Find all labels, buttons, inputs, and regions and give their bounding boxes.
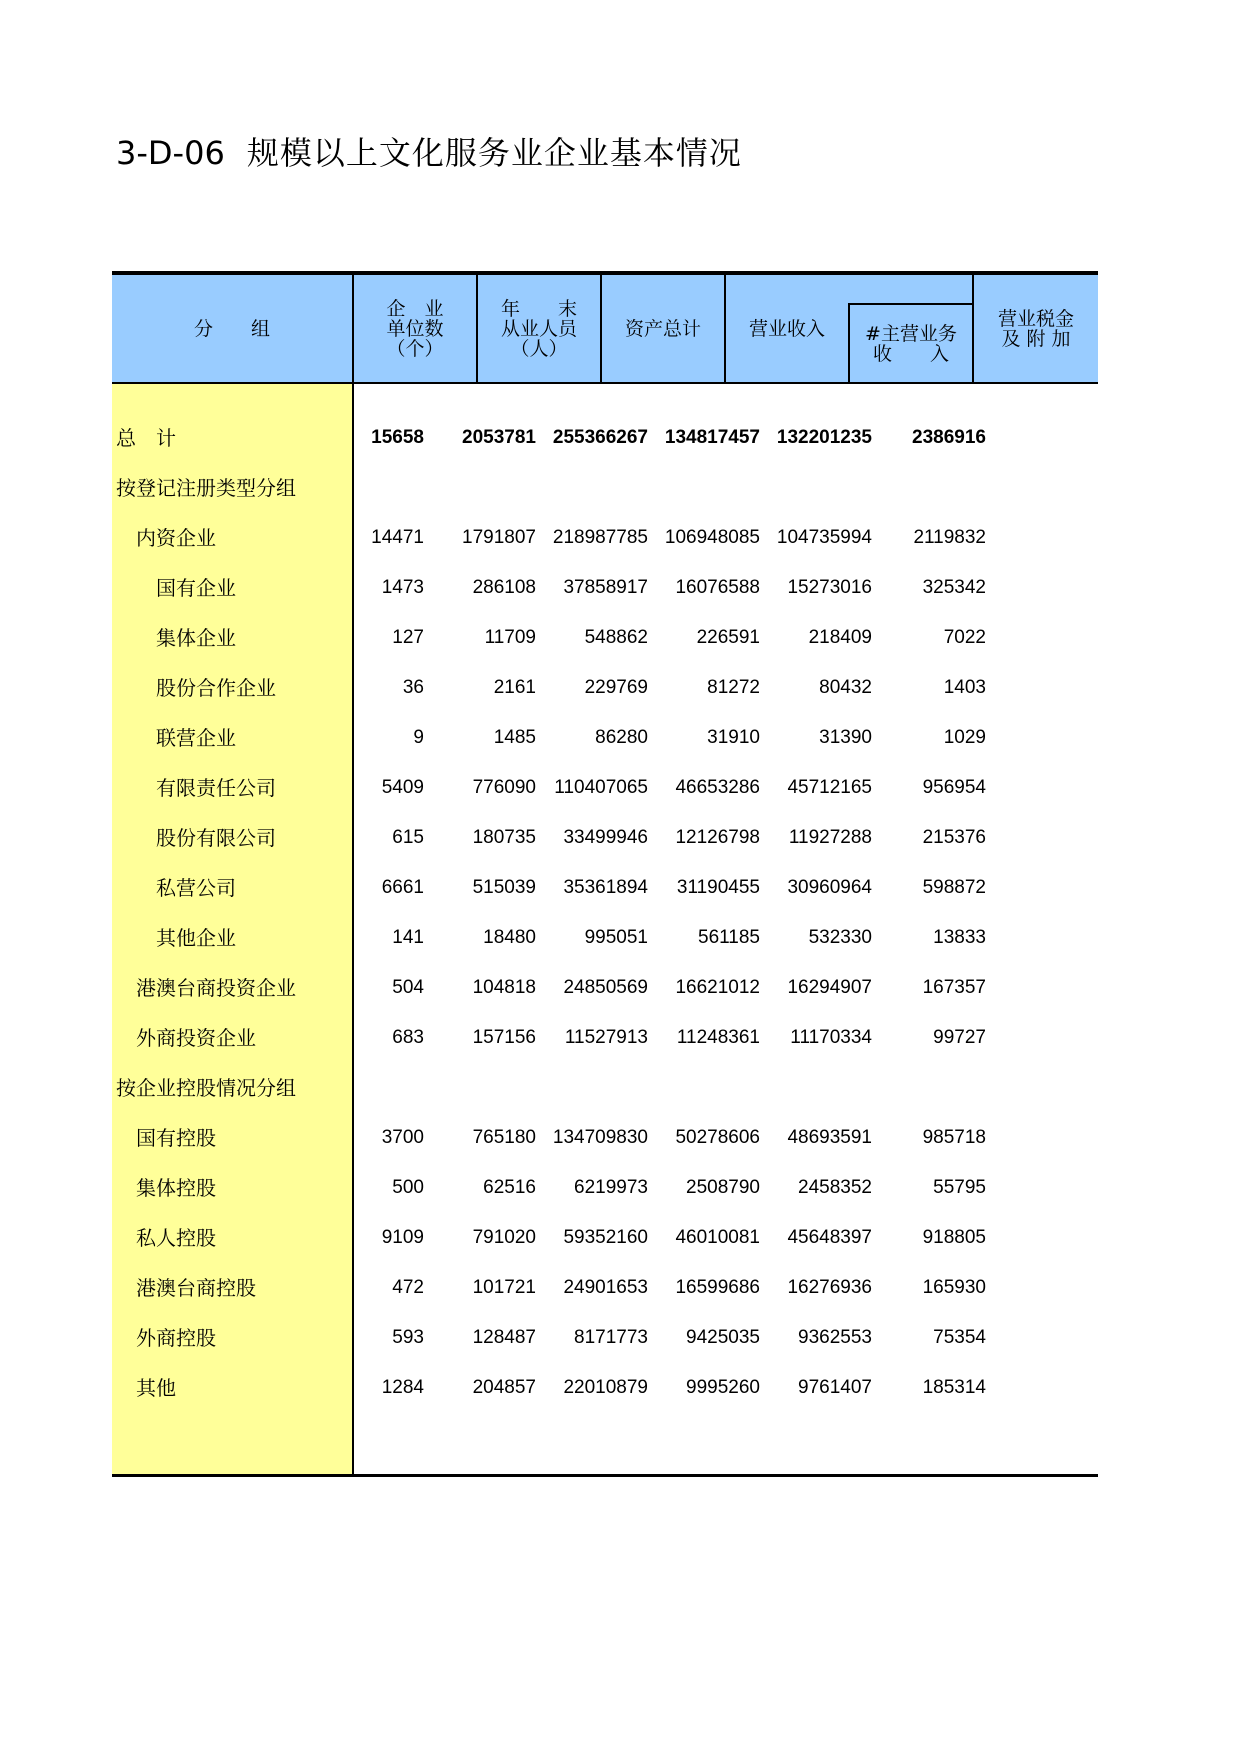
row-label: 按企业控股情况分组 [116,1076,296,1100]
table-cell: 9109 [381,1227,424,1248]
header-business-tax: 营业税金 及 附 加 [997,307,1074,350]
statistics-table [112,271,1098,1478]
table-cell: 1473 [381,577,424,598]
table-cell: 6219973 [574,1177,648,1198]
table-cell: 62516 [483,1177,536,1198]
table-cell: 46010081 [675,1227,760,1248]
table-cell [866,1068,986,1108]
table-cell: 45712165 [787,777,872,798]
header-bottom-rule [112,382,1098,384]
table-cell: 229769 [584,677,648,698]
table-cell: 80432 [819,677,872,698]
row-label: 联营企业 [156,726,236,750]
table-cell: 9761407 [798,1377,872,1398]
table-cell: 132201235 [776,427,872,448]
table-cell: 683 [392,1027,424,1048]
table-cell: 1284 [381,1377,424,1398]
table-cell: 11527913 [564,1027,648,1048]
table-row [112,1118,1098,1158]
table-row [112,668,1098,708]
table-cell: 165930 [922,1277,986,1298]
table-cell: 5409 [381,777,424,798]
table-cell [304,468,424,508]
table-cell: 7022 [943,627,986,648]
table-cell [304,1068,424,1108]
table-cell: 31910 [707,727,760,748]
table-cell: 180735 [472,827,536,848]
table-row [112,418,1098,458]
table-cell: 75354 [933,1327,986,1348]
table-cell: 15658 [371,427,424,448]
table-row [112,518,1098,558]
table-cell: 598872 [922,877,986,898]
table-cell: 13833 [933,927,986,948]
table-cell: 16621012 [675,977,760,998]
row-label: 其他企业 [156,926,236,950]
table-cell: 615 [392,827,424,848]
table-cell: 16294907 [787,977,872,998]
table-cell [752,468,872,508]
table-cell: 157156 [472,1027,536,1048]
table-cell: 1403 [943,677,986,698]
table-cell: 11170334 [790,1027,872,1048]
table-cell: 226591 [696,627,760,648]
row-label: 集体企业 [156,626,236,650]
table-cell: 185314 [922,1377,986,1398]
table-row [112,768,1098,808]
table-cell: 134817457 [664,427,760,448]
row-label: 国有控股 [136,1126,216,1150]
table-cell: 3700 [381,1127,424,1148]
table-cell: 81272 [707,677,760,698]
table-cell: 15273016 [787,577,872,598]
table-cell: 504 [392,977,424,998]
table-cell: 30960964 [787,877,872,898]
table-cell: 956954 [922,777,986,798]
table-title: 规模以上文化服务业企业基本情况 [246,134,742,172]
table-row [112,468,1098,508]
table-bottom-rule [112,1474,1098,1477]
table-cell: 548862 [584,627,648,648]
table-cell: 561185 [698,927,760,948]
table-cell: 532330 [808,927,872,948]
table-cell: 141 [392,927,424,948]
table-row [112,718,1098,758]
table-cell: 31190455 [676,877,760,898]
table-cell: 86280 [595,727,648,748]
table-cell: 31390 [819,727,872,748]
table-row [112,1068,1098,1108]
table-row [112,1268,1098,1308]
table-cell: 9995260 [686,1377,760,1398]
table-cell: 12126798 [675,827,760,848]
header-main-business-revenue: #主营业务 收 入 [865,322,957,365]
table-cell: 99727 [933,1027,986,1048]
table-row [112,568,1098,608]
table-row [112,868,1098,908]
table-cell: 128487 [472,1327,536,1348]
header-enterprise-count: 企 业 单位数 （个） [386,297,444,360]
table-cell: 2508790 [686,1177,760,1198]
table-cell: 134709830 [552,1127,648,1148]
table-cell: 45648397 [787,1227,872,1248]
table-cell: 46653286 [675,777,760,798]
table-cell: 55795 [933,1177,986,1198]
table-cell: 215376 [922,827,986,848]
table-row [112,1168,1098,1208]
row-label: 内资企业 [136,526,216,550]
table-cell [528,1068,648,1108]
table-cell: 9425035 [686,1327,760,1348]
page-title [116,128,742,174]
table-cell: 16076588 [675,577,760,598]
table-cell: 14471 [371,527,424,548]
table-cell: 776090 [472,777,536,798]
table-cell [528,468,648,508]
table-cell: 37858917 [563,577,648,598]
table-cell: 24850569 [563,977,648,998]
table-cell: 101721 [472,1277,536,1298]
table-cell: 515039 [472,877,536,898]
table-cell: 16599686 [675,1277,760,1298]
table-cell: 218987785 [552,527,648,548]
table-cell: 286108 [472,577,536,598]
table-row [112,1018,1098,1058]
header-operating-revenue: 营业收入 [748,317,825,340]
table-cell: 204857 [472,1377,536,1398]
table-cell: 918805 [922,1227,986,1248]
table-cell: 110407065 [554,777,648,798]
table-cell [640,468,760,508]
row-label: 国有企业 [156,576,236,600]
row-label: 股份有限公司 [156,826,276,850]
table-cell: 33499946 [563,827,648,848]
table-row [112,1368,1098,1408]
table-cell: 167357 [922,977,986,998]
row-label: 按登记注册类型分组 [116,476,296,500]
table-row [112,968,1098,1008]
table-cell: 791020 [472,1227,536,1248]
table-cell: 2053781 [462,427,536,448]
table-cell: 36 [402,677,424,698]
table-code: 3-D-06 [116,134,225,172]
row-label: 有限责任公司 [156,776,276,800]
table-cell: 1485 [493,727,536,748]
table-cell [640,1068,760,1108]
table-cell: 2458352 [798,1177,872,1198]
table-cell: 8171773 [574,1327,648,1348]
table-cell [866,468,986,508]
table-cell: 6661 [381,877,424,898]
table-cell: 995051 [584,927,648,948]
table-cell [752,1068,872,1108]
table-cell: 104818 [472,977,536,998]
table-cell: 255366267 [552,427,648,448]
table-row [112,1318,1098,1358]
table-cell: 1029 [943,727,986,748]
table-cell: 16276936 [787,1277,872,1298]
table-cell: 50278606 [675,1127,760,1148]
header-employees: 年 末 从业人员 （人） [500,297,577,360]
table-cell: 24901653 [563,1277,648,1298]
table-cell: 500 [392,1177,424,1198]
header-total-assets: 资产总计 [624,317,701,340]
table-row [112,918,1098,958]
row-label: 其他 [136,1376,176,1400]
table-cell: 11248361 [676,1027,760,1048]
table-cell: 218409 [808,627,872,648]
table-row [112,818,1098,858]
table-cell: 593 [392,1327,424,1348]
table-cell: 18480 [483,927,536,948]
row-label: 港澳台商投资企业 [136,976,296,1000]
row-label: 私人控股 [136,1226,216,1250]
row-label: 股份合作企业 [156,676,276,700]
row-label: 港澳台商控股 [136,1276,256,1300]
table-cell [416,468,536,508]
table-cell: 127 [392,627,424,648]
table-cell: 2119832 [913,527,986,548]
table-cell: 2161 [493,677,536,698]
table-cell [416,1068,536,1108]
table-cell: 22010879 [563,1377,648,1398]
table-cell: 9362553 [798,1327,872,1348]
row-label: 外商控股 [136,1326,216,1350]
table-cell: 9 [413,727,424,748]
row-label: 外商投资企业 [136,1026,256,1050]
table-cell: 325342 [922,577,986,598]
row-label: 总 计 [116,426,176,450]
table-cell: 985718 [922,1127,986,1148]
table-cell: 1791807 [462,527,536,548]
table-cell: 472 [392,1277,424,1298]
table-cell: 2386916 [912,427,986,448]
table-cell: 11709 [484,627,536,648]
header-group: 分 组 [193,317,270,340]
table-row [112,1218,1098,1258]
table-cell: 104735994 [776,527,872,548]
table-cell: 11927288 [788,827,872,848]
table-cell: 106948085 [664,527,760,548]
table-row [112,618,1098,658]
table-cell: 765180 [472,1127,536,1148]
table-cell: 59352160 [563,1227,648,1248]
row-label: 私营公司 [156,876,236,900]
table-cell: 35361894 [563,877,648,898]
row-label: 集体控股 [136,1176,216,1200]
table-cell: 48693591 [787,1127,872,1148]
